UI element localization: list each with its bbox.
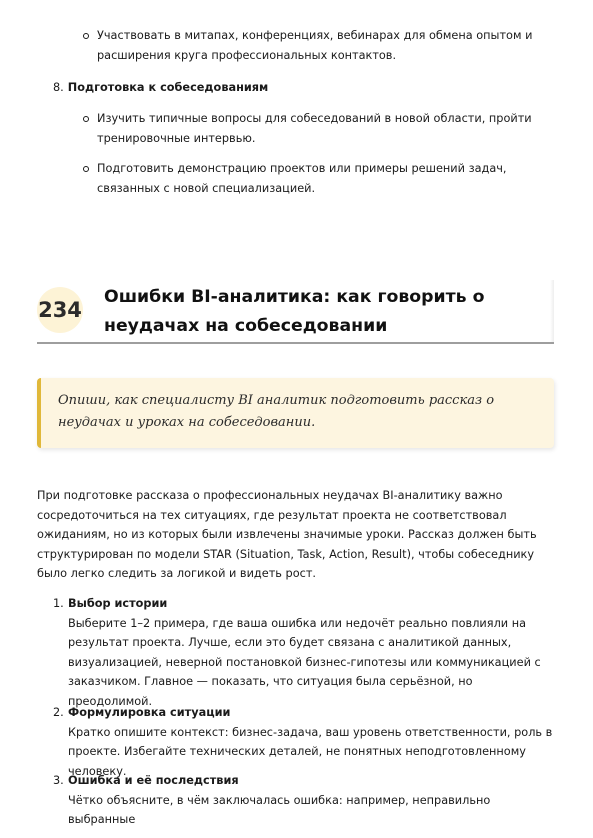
step-item — [53, 703, 553, 781]
circle-bullet-icon — [83, 166, 89, 172]
list-item-text: Изучить типичные вопросы для собеседований в новой области, пройти тренировочные интервью. — [97, 112, 532, 145]
header-shadow — [550, 280, 554, 342]
header-underline — [37, 342, 554, 344]
prompt-text: Опиши, как специалисту BI аналитик подготовить рассказ о неудачах и уроках на собеседовании. — [58, 393, 495, 430]
step-number: 2. — [53, 706, 64, 719]
step-text: Чётко объясните, в чём заключалась ошибка: например, неправильно выбранные — [68, 793, 491, 826]
step-title: Ошибка и её последствия — [68, 774, 239, 787]
list-heading-text: Подготовка к собеседованиям — [67, 81, 269, 94]
step-number: 3. — [53, 774, 64, 787]
list-item — [97, 26, 547, 65]
section-header — [37, 276, 554, 344]
step-title: Выбор истории — [68, 597, 168, 610]
prompt-callout — [37, 378, 554, 448]
list-number: 8. — [53, 81, 64, 94]
list-item — [97, 109, 547, 148]
list-item-text: Участвовать в митапах, конференциях, вебинарах для обмена опытом и расширения круга профессиональных контактов. — [97, 29, 533, 62]
circle-bullet-icon — [83, 33, 89, 39]
circle-bullet-icon — [83, 116, 89, 122]
step-item — [53, 771, 553, 830]
list-heading — [53, 78, 268, 98]
list-item-text: Подготовить демонстрацию проектов или примеры решений задач, связанных с новой специализацией. — [97, 162, 507, 195]
step-number: 1. — [53, 597, 64, 610]
step-text: Выберите 1–2 примера, где ваша ошибка или недочёт реально повлияли на результат проекта. Лучше, если это будет связана с аналитикой данных, визуализацией, неверной постановкой бизнес-гипотезы или коммуникацией с заказчиком. Главное — показать, что ситуация была серьёзной, но преодолимой. — [68, 616, 541, 708]
list-item — [97, 159, 547, 198]
step-title: Формулировка ситуации — [68, 706, 231, 719]
intro-paragraph: При подготовке рассказа о профессиональных неудачах BI-аналитику важно сосредоточиться на тех ситуациях, где результат проекта не соответствовал ожиданиям, но из которых были извлечены значимые уроки. Рассказ должен быть структурирован по модели STAR (Situation, Task, Action, Result), чтобы собеседнику было легко следить за логикой и видеть рост. — [37, 489, 537, 580]
section-number-badge: 234 — [37, 287, 83, 333]
section-title: Ошибки BI-аналитика: как говорить о неудачах на собеседовании — [104, 287, 485, 336]
step-item — [53, 594, 553, 711]
step-text: Кратко опишите контекст: бизнес-задача, ваш уровень ответственности, роль в проекте. Избегайте технических деталей, не понятных неподготовленному человеку. — [68, 725, 553, 778]
